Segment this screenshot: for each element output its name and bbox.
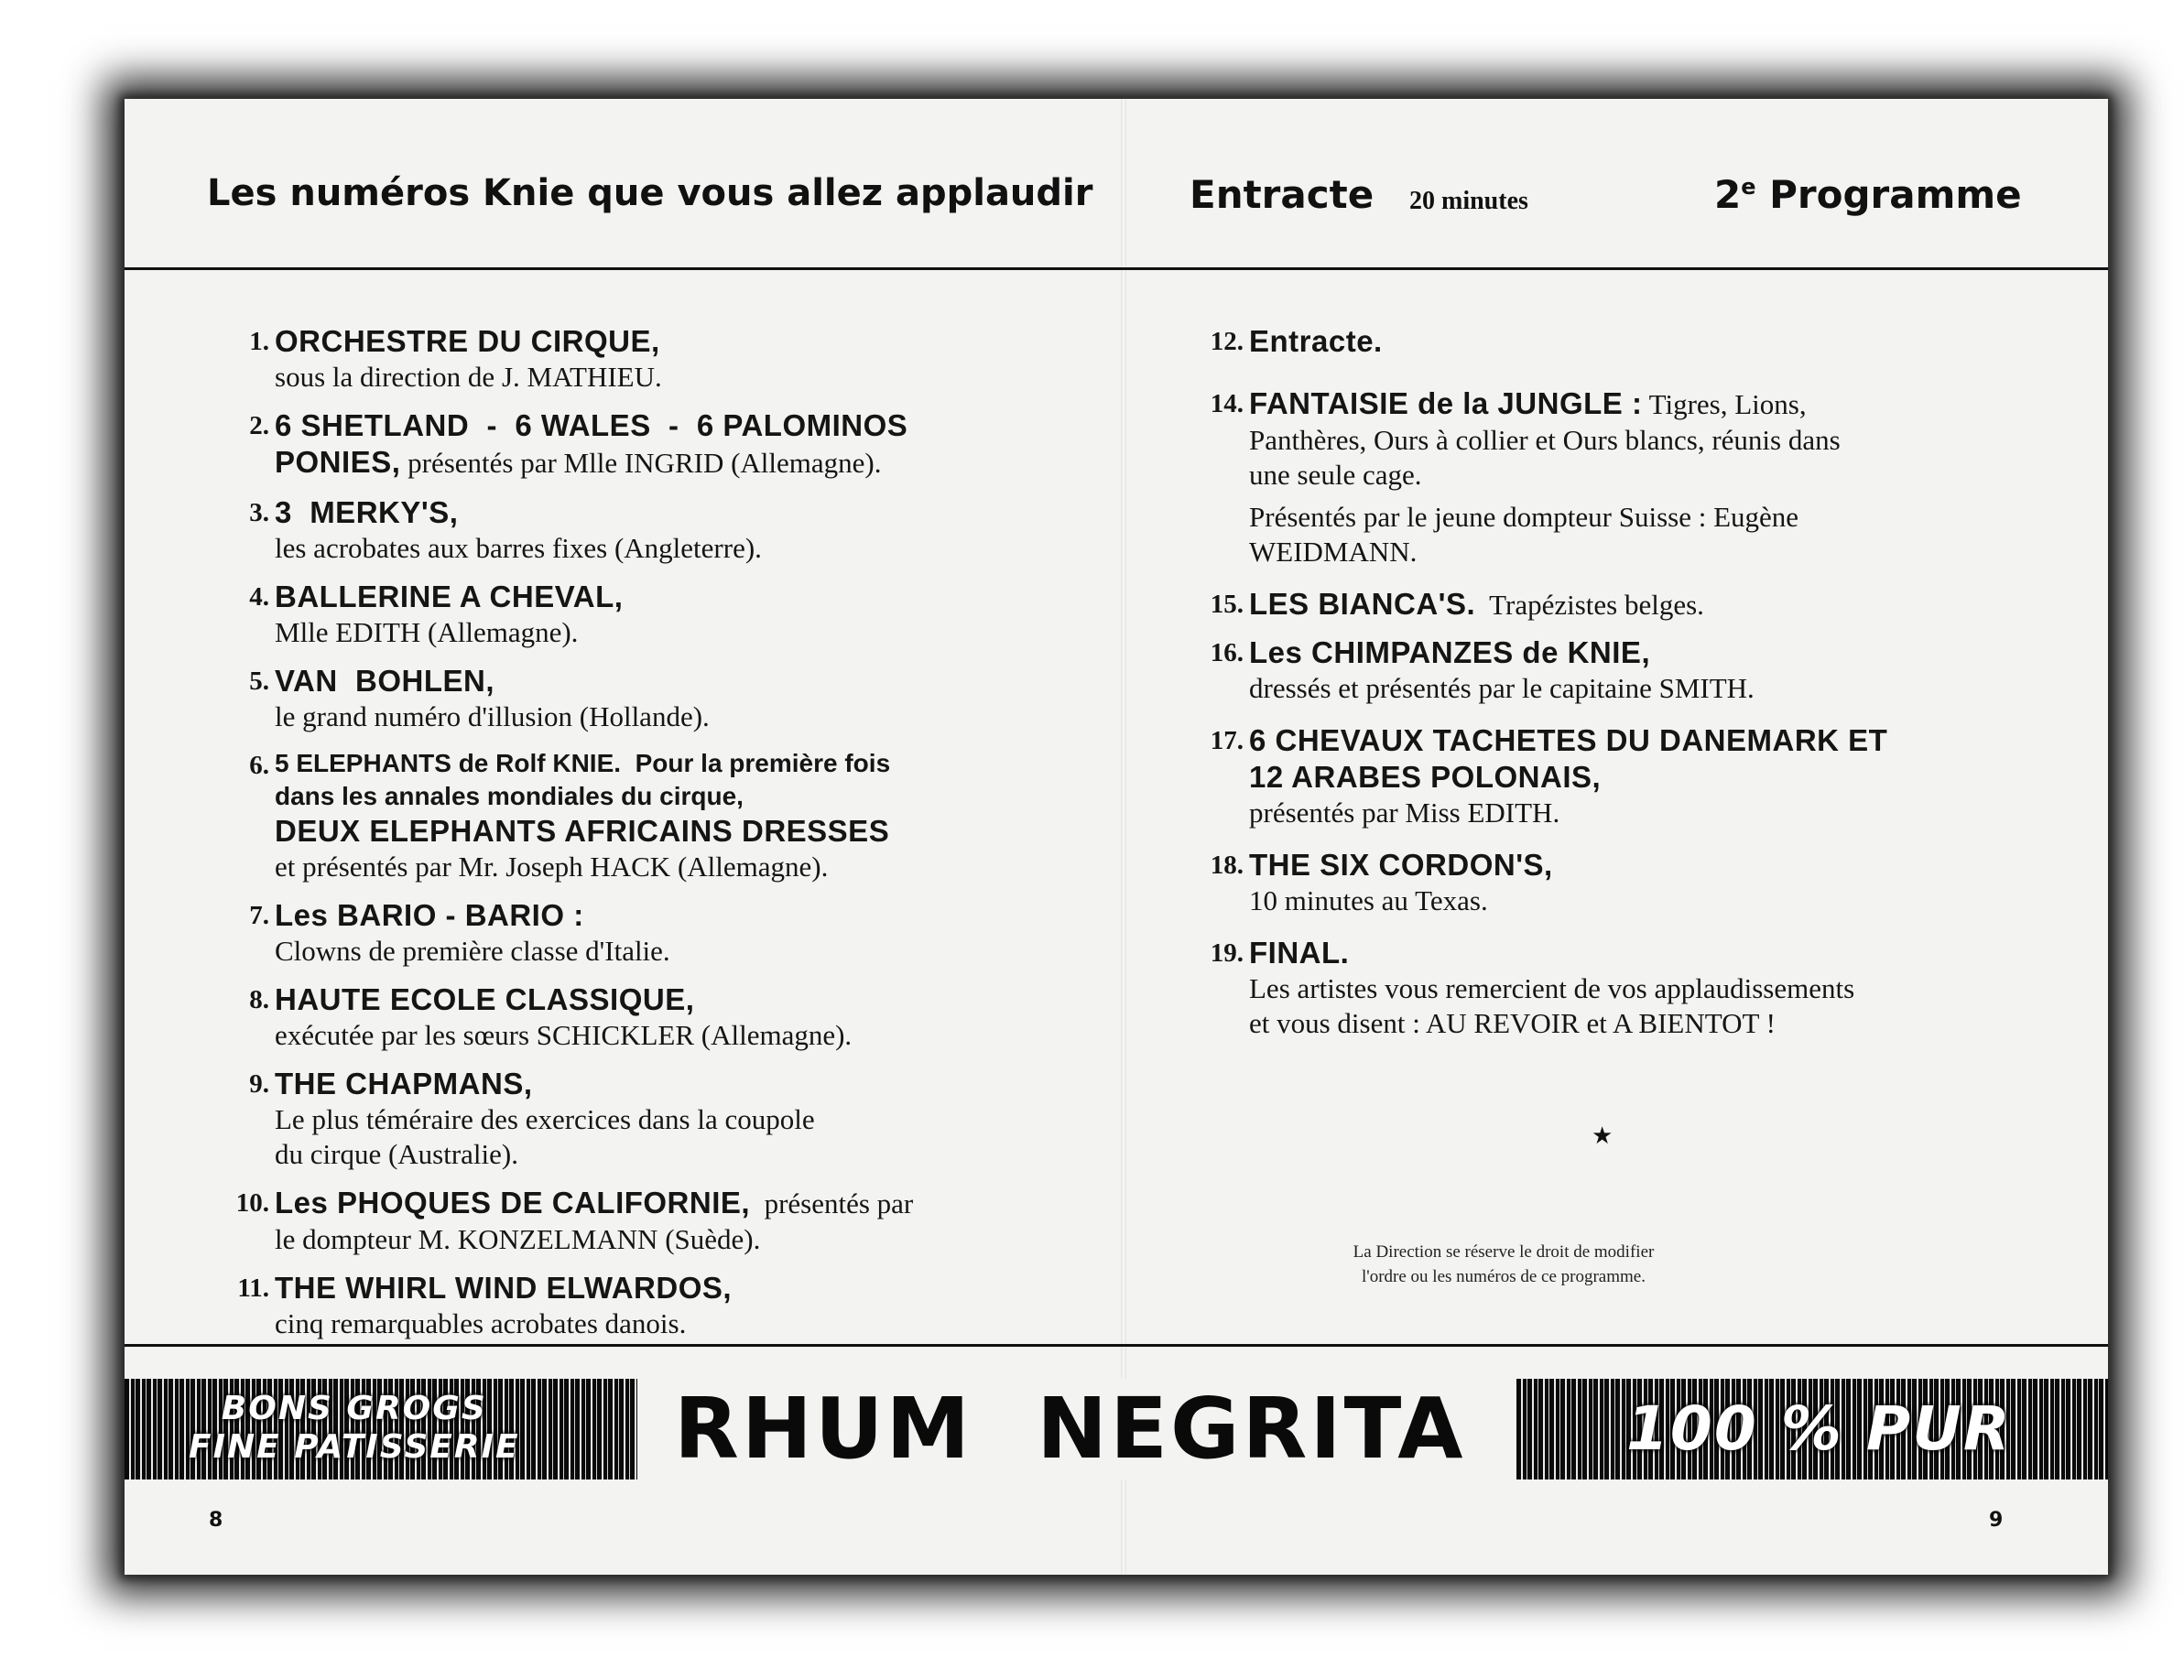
item-text: Trapézistes belges. (1475, 589, 1704, 621)
star-ornament: ★ (1592, 1122, 1614, 1149)
list-item (1183, 722, 2099, 830)
item-text: présentés par Miss EDITH. (1249, 797, 1560, 829)
item-title: FINAL. (1249, 936, 1350, 970)
item-number: 2. (249, 411, 269, 440)
item-title: Les CHIMPANZES de KNIE, (1249, 635, 1651, 669)
list-item (209, 579, 1125, 650)
list-item (209, 747, 1125, 884)
banner-left-text (189, 1390, 520, 1467)
item-number: 1. (249, 327, 269, 356)
item-text: et vous disent : AU REVOIR et A BIENTOT ! (1249, 1007, 1776, 1039)
item-number: 19. (1210, 938, 1244, 968)
list-item (209, 663, 1125, 734)
list-item (209, 1270, 1125, 1341)
banner-brand: RHUM NEGRITA (674, 1380, 1466, 1478)
list-item (209, 1066, 1125, 1172)
top-rule (125, 267, 2108, 270)
item-number: 4. (249, 582, 269, 612)
right-program-list (1183, 323, 2099, 1041)
list-item (1183, 323, 2099, 360)
item-title: 6 SHETLAND - 6 WALES - 6 PALOMINOS (275, 408, 908, 442)
item-text: présentés par Mlle INGRID (Allemagne). (400, 447, 882, 479)
item-number: 7. (249, 901, 269, 930)
item-text: Tigres, Lions, (1642, 388, 1807, 420)
item-number: 9. (249, 1069, 269, 1099)
list-item (209, 407, 1125, 482)
banner-right-text: 100 % PUR (1626, 1393, 2012, 1464)
item-title: THE SIX CORDON'S, (1249, 848, 1553, 882)
direction-notice (1293, 1240, 1714, 1289)
bottom-rule (125, 1344, 2108, 1347)
item-title: HAUTE ECOLE CLASSIQUE, (275, 982, 695, 1016)
item-text: Mlle EDITH (Allemagne). (275, 616, 579, 648)
item-title: Les PHOQUES DE CALIFORNIE, (275, 1186, 751, 1219)
list-item (1183, 586, 2099, 623)
list-item (1183, 634, 2099, 706)
item-title: ORCHESTRE DU CIRQUE, (275, 324, 660, 358)
list-item (1183, 385, 2099, 569)
item-text: cinq remarquables acrobates danois. (275, 1307, 687, 1339)
item-text: 10 minutes au Texas. (1249, 884, 1488, 916)
item-title: Les BARIO - BARIO : (275, 898, 584, 932)
item-title: 5 ELEPHANTS de Rolf KNIE. Pour la première fois (275, 749, 891, 777)
list-item (1183, 847, 2099, 918)
advertising-banner (125, 1379, 2108, 1479)
item-title: THE CHAPMANS, (275, 1067, 533, 1100)
item-title: 6 CHEVAUX TACHETES DU DANEMARK ET (1249, 723, 1888, 757)
item-number: 18. (1210, 851, 1244, 880)
left-page-heading: Les numéros Knie que vous allez applaudir (207, 172, 1093, 214)
entracte-heading: Entracte (1190, 172, 1375, 217)
item-text: sous la direction de J. MATHIEU. (275, 361, 662, 393)
item-number: 17. (1210, 726, 1244, 755)
item-title: THE WHIRL WIND ELWARDOS, (275, 1271, 733, 1305)
item-text: dressés et présentés par le capitaine SMITH. (1249, 672, 1755, 704)
item-text: Le plus téméraire des exercices dans la coupole (275, 1103, 815, 1135)
list-item (209, 981, 1125, 1053)
item-text: une seule cage. (1249, 459, 1422, 491)
item-title: 3 MERKY'S, (275, 495, 459, 529)
item-text: Clowns de première classe d'Italie. (275, 935, 670, 967)
item-title: 12 ARABES POLONAIS, (1249, 760, 1602, 794)
item-number: 5. (249, 667, 269, 696)
program-spread (125, 99, 2108, 1575)
list-item (209, 897, 1125, 969)
item-number: 15. (1210, 590, 1244, 619)
item-text: Présentés par le jeune dompteur Suisse : Eugène (1249, 501, 1799, 533)
notice-line: l'ordre ou les numéros de ce programme. (1362, 1267, 1646, 1286)
item-text: le grand numéro d'illusion (Hollande). (275, 700, 710, 732)
list-item (209, 323, 1125, 395)
page-number-right: 9 (1989, 1509, 2004, 1532)
item-number: 10. (235, 1188, 269, 1218)
item-text: et présentés par Mr. Joseph HACK (Allemagne). (275, 851, 829, 883)
item-text: exécutée par les sœurs SCHICKLER (Allemagne). (275, 1019, 853, 1051)
list-item (1183, 935, 2099, 1041)
item-title: DEUX ELEPHANTS AFRICAINS DRESSES (275, 814, 890, 848)
programme-heading: 2e Programme (1714, 172, 2022, 217)
item-title: dans les annales mondiales du cirque, (275, 782, 744, 810)
item-text: WEIDMANN. (1249, 536, 1418, 568)
item-title: PONIES, (275, 445, 401, 479)
item-title: VAN BOHLEN, (275, 664, 495, 698)
banner-left-line: BONS GROGS (221, 1390, 487, 1427)
list-item (209, 494, 1125, 566)
list-item (209, 1185, 1125, 1257)
page-number-left: 8 (209, 1509, 223, 1532)
entracte-duration: 20 minutes (1409, 187, 1528, 215)
item-number: 3. (249, 498, 269, 527)
item-title: LES BIANCA'S. (1249, 587, 1476, 621)
item-text: les acrobates aux barres fixes (Angleterre). (275, 532, 762, 564)
item-number: 12. (1210, 327, 1244, 356)
item-number: 16. (1210, 638, 1244, 667)
left-program-list (209, 323, 1125, 1341)
item-text: Les artistes vous remercient de vos applaudissements (1249, 972, 1855, 1004)
item-title: FANTAISIE de la JUNGLE : (1249, 386, 1643, 420)
item-text: le dompteur M. KONZELMANN (Suède). (275, 1223, 761, 1255)
notice-line: La Direction se réserve le droit de modifier (1353, 1242, 1655, 1262)
item-title: BALLERINE A CHEVAL, (275, 580, 624, 613)
item-text: Panthères, Ours à collier et Ours blancs, réunis dans (1249, 424, 1841, 456)
item-text: présentés par (750, 1187, 914, 1219)
item-number: 11. (237, 1274, 269, 1303)
item-title: Entracte. (1249, 324, 1383, 358)
banner-left-line: FINE PATISSERIE (189, 1428, 520, 1466)
item-number: 14. (1210, 389, 1244, 418)
item-number: 8. (249, 985, 269, 1014)
item-number: 6. (249, 751, 269, 780)
item-text: du cirque (Australie). (275, 1138, 518, 1170)
